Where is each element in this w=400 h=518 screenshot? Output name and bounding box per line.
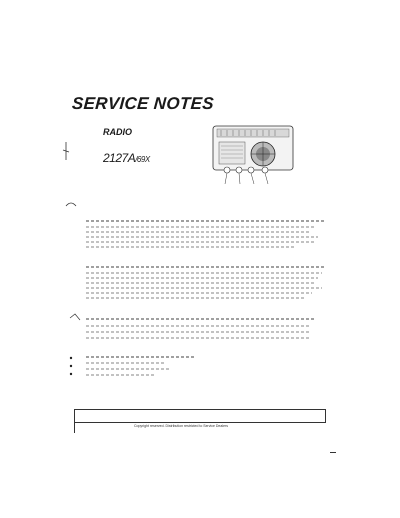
alignment-table: [86, 318, 316, 339]
page-dash: [330, 452, 336, 453]
bullet-marks-icon: [68, 354, 74, 378]
model-number: [103, 151, 150, 165]
parts-list: [86, 356, 206, 376]
punch-mark-icon: [64, 200, 78, 212]
category-label: RADIO: [103, 127, 132, 137]
margin-mark-icon: [60, 140, 72, 164]
model-main: 2127A: [103, 151, 136, 165]
specifications-table: [86, 266, 324, 299]
controls-table: [86, 220, 324, 248]
radio-illustration: [205, 118, 305, 190]
page-title: SERVICE NOTES: [71, 94, 215, 113]
model-suffix: /69X: [135, 155, 150, 164]
footer-copyright: Copyright reserved. Distribution restricted to Service Dealers: [134, 424, 228, 428]
note-mark-icon: [68, 310, 82, 324]
